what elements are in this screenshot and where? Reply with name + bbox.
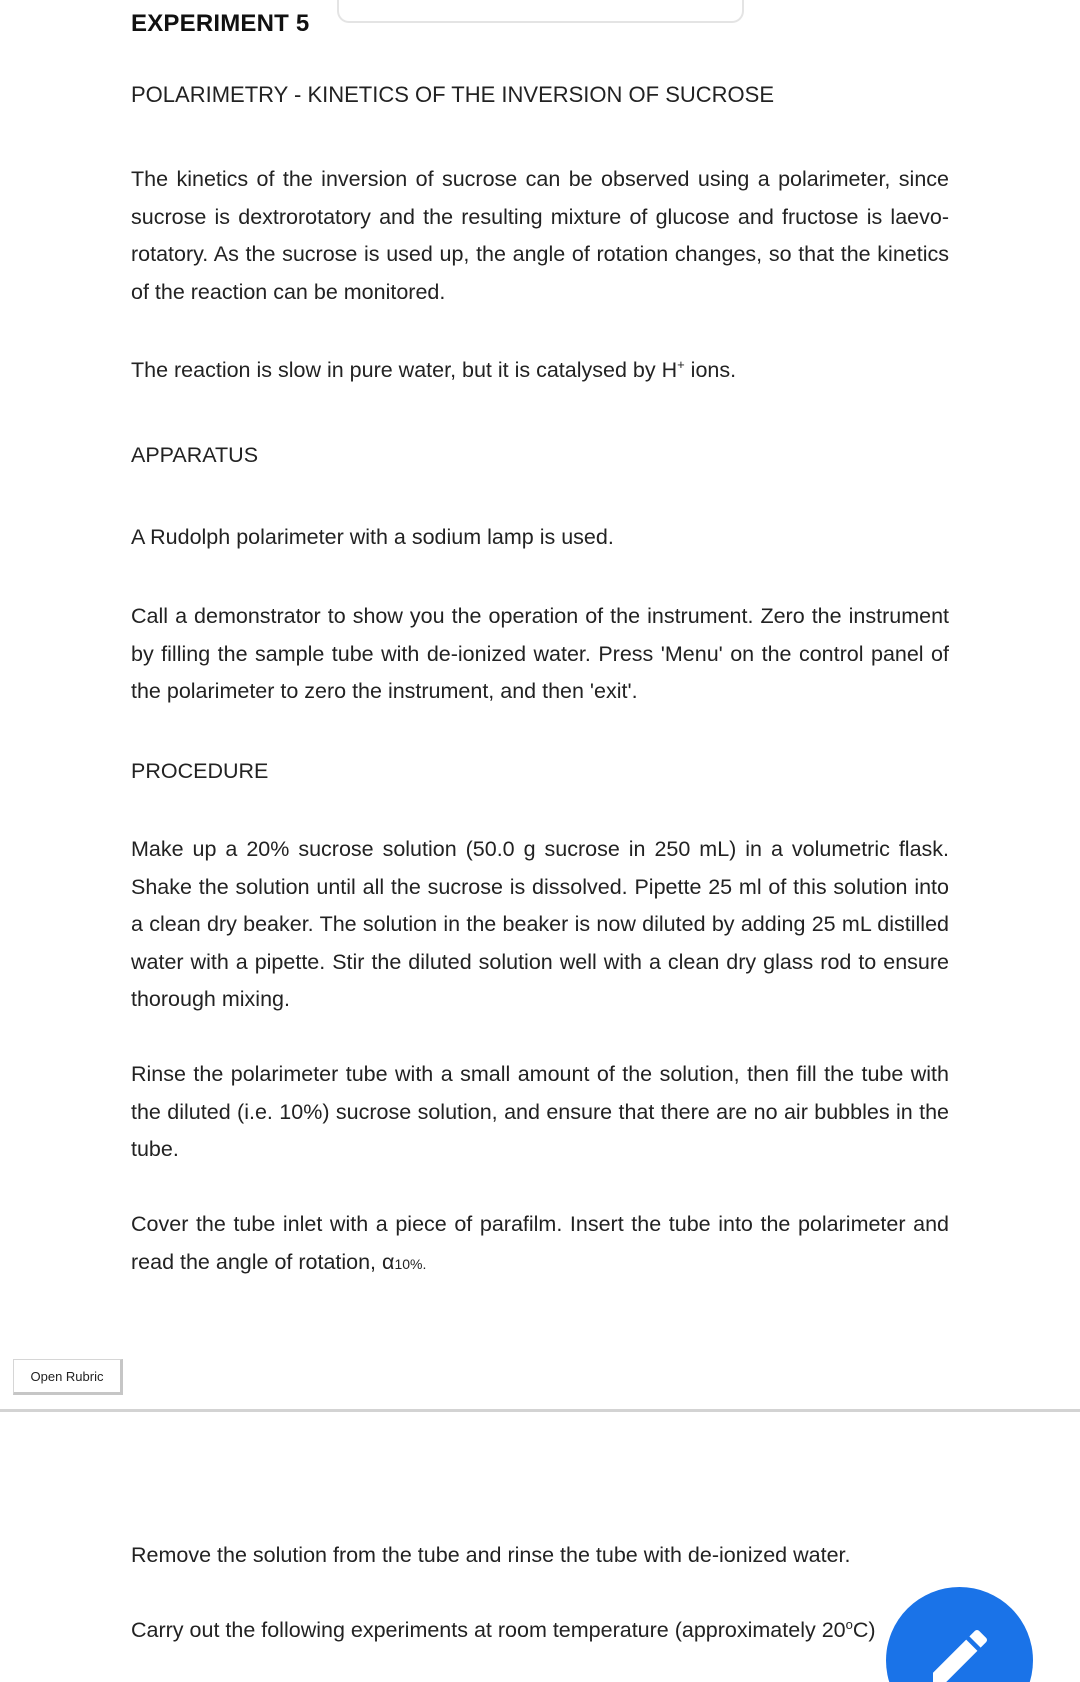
procedure-paragraph-1: Make up a 20% sucrose solution (50.0 g sucrose in 250 mL) in a volumetric flask. Shake the solution until all the sucrose is dissolved. Pipette 25 ml of this solution into a clean dry beaker. The solution in the beaker is now diluted by adding 25 mL distilled water with a pipette. Stir the diluted solution well with a clean dry glass rod to ensure thorough mixing.	[131, 837, 949, 1011]
procedure-text: Cover the tube inlet with a piece of parafilm. Insert the tube into the polarimeter and read the angle of rotation, α	[131, 1212, 949, 1274]
procedure-heading: PROCEDURE	[131, 759, 269, 783]
catalyst-paragraph	[131, 352, 949, 390]
edit-fab-button[interactable]	[886, 1587, 1033, 1682]
experiments-text: Carry out the following experiments at room temperature (approximately 20	[131, 1618, 846, 1642]
ion-charge: +	[677, 356, 685, 372]
alpha-subscript: 10%.	[394, 1255, 427, 1272]
section-divider	[0, 1409, 1080, 1412]
pencil-icon	[924, 1621, 996, 1682]
open-rubric-button[interactable]: Open Rubric	[13, 1359, 123, 1395]
catalyst-text: The reaction is slow in pure water, but it is catalysed by H	[131, 358, 678, 382]
experiment-subtitle: POLARIMETRY - KINETICS OF THE INVERSION OF SUCROSE	[131, 82, 774, 107]
instrument-paragraph: Call a demonstrator to show you the operation of the instrument. Zero the instrument by filling the sample tube with de-ionized water. Press 'Menu' on the control panel of the polarimeter to zero the instrument, and then 'exit'.	[131, 604, 949, 703]
degree-symbol: o	[845, 1616, 853, 1632]
procedure-paragraph-2: Rinse the polarimeter tube with a small amount of the solution, then fill the tube with the diluted (i.e. 10%) sucrose solution, and ensure that there are no air bubbles in the tube.	[131, 1062, 949, 1161]
rinse-paragraph: Remove the solution from the tube and rinse the tube with de-ionized water.	[131, 1543, 851, 1567]
experiments-text-end: C)	[852, 1618, 876, 1642]
page-title: EXPERIMENT 5	[131, 10, 310, 37]
procedure-paragraph-3	[131, 1206, 949, 1283]
catalyst-text-end: ions.	[684, 358, 737, 382]
intro-paragraph: The kinetics of the inversion of sucrose can be observed using a polarimeter, since sucrose is dextrorotatory and the resulting mixture of glucose and fructose is laevo-rotatory. As the sucrose is used up, the angle of rotation changes, so that the kinetics of the reaction can be monitored.	[131, 167, 949, 304]
apparatus-paragraph: A Rudolph polarimeter with a sodium lamp is used.	[131, 525, 614, 549]
apparatus-heading: APPARATUS	[131, 443, 259, 467]
top-tab	[337, 0, 744, 23]
experiments-paragraph	[131, 1612, 949, 1650]
